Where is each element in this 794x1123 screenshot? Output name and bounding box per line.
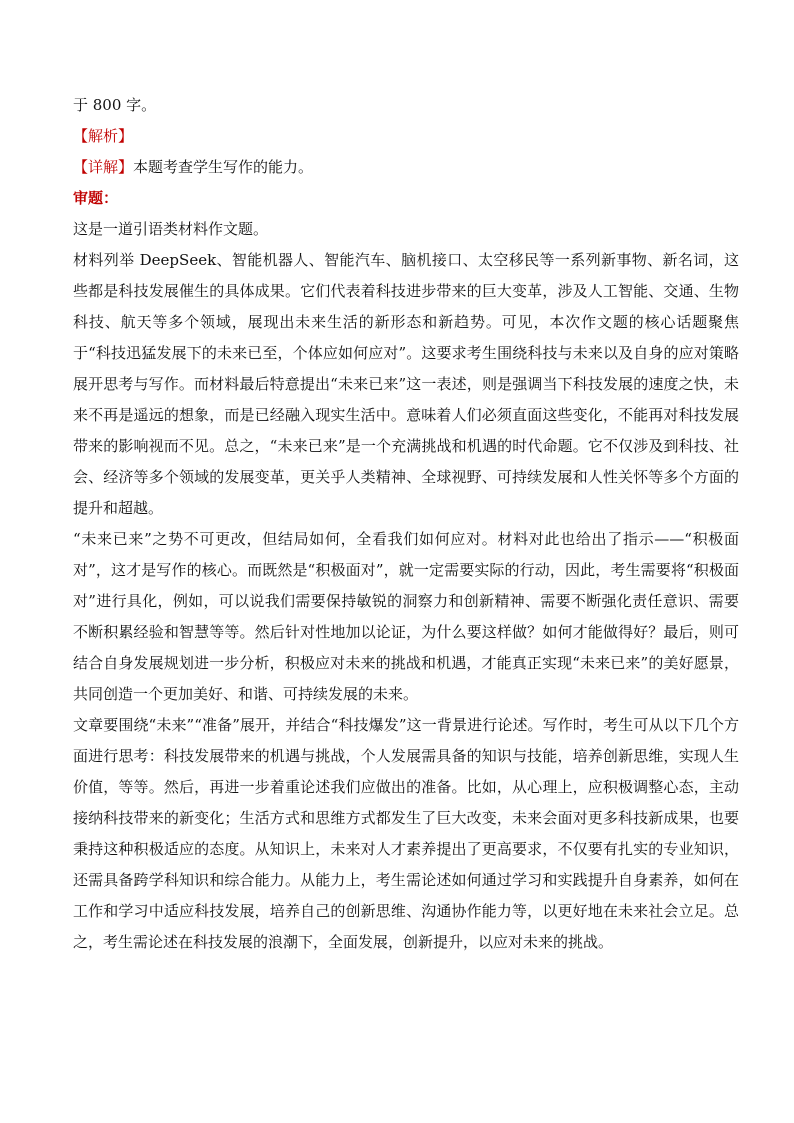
detail-line — [73, 152, 739, 183]
document-page — [73, 90, 739, 958]
continued-line: 于 800 字。 — [73, 96, 157, 114]
detail-tag: 【详解】 — [73, 158, 134, 176]
detail-text: 本题考查学生写作的能力。 — [133, 158, 314, 176]
review-heading: 审题： — [73, 189, 119, 207]
intro-line: 这是一道引语类材料作文题。 — [73, 220, 269, 238]
paragraph-1: 材料列举 DeepSeek、智能机器人、智能汽车、脑机接口、太空移民等一系列新事物、新名词，这些都是科技发展催生的具体成果。它们代表着科技进步带来的巨大变革，涉及人工智能、交通、生物科技、航天等多个领域，展现出未来生活的新形态和新趋势。可见，本次作文题的核心话题聚焦于“科技迅猛发展下的未来已至，个体应如何应对”。这要求考生围绕科技与未来以及自身的应对策略展开思考与写作。而材料最后特意提出“未来已来”这一表述，则是强调当下科技发展的速度之快，未来不再是遥远的想象，而是已经融入现实生活中。意味着人们必须直面这些变化，不能再对科技发展带来的影响视而不见。总之，“未来已来”是一个充满挑战和机遇的时代命题。它不仅涉及到科技、社会、经济等多个领域的发展变革，更关乎人类精神、全球视野、可持续发展和人性关怀等多个方面的提升和超越。 — [73, 251, 739, 517]
paragraph-2: “未来已来”之势不可更改，但结局如何，全看我们如何应对。材料对此也给出了指示——“积极面对”，这才是写作的核心。而既然是“积极面对”，就一定需要实际的行动，因此，考生需要将“积极面对”进行具化，例如，可以说我们需要保持敏锐的洞察力和创新精神、需要不断强化责任意识、需要不断积累经验和智慧等等。然后针对性地加以论证，为什么要这样做？如何才能做得好？最后，则可结合自身发展规划进一步分析，积极应对未来的挑战和机遇，才能真正实现“未来已来”的美好愿景，共同创造一个更加美好、和谐、可持续发展的未来。 — [73, 530, 739, 703]
analysis-heading: 【解析】 — [73, 127, 134, 145]
paragraph-3: 文章要围绕“未来”“准备”展开，并结合“科技爆发”这一背景进行论述。写作时，考生可从以下几个方面进行思考：科技发展带来的机遇与挑战，个人发展需具备的知识与技能，培养创新思维，实现人生价值，等等。然后，再进一步着重论述我们应做出的准备。比如，从心理上，应积极调整心态，主动接纳科技带来的新变化；生活方式和思维方式都发生了巨大改变，未来会面对更多科技新成果，也要秉持这种积极适应的态度。从知识上，未来对人才素养提出了更高要求，不仅要有扎实的专业知识，还需具备跨学科知识和综合能力。从能力上，考生需论述如何通过学习和实践提升自身素养，如何在工作和学习中适应科技发展，培养自己的创新思维、沟通协作能力等，以更好地在未来社会立足。总之，考生需论述在科技发展的浪潮下，全面发展，创新提升，以应对未来的挑战。 — [73, 716, 739, 951]
